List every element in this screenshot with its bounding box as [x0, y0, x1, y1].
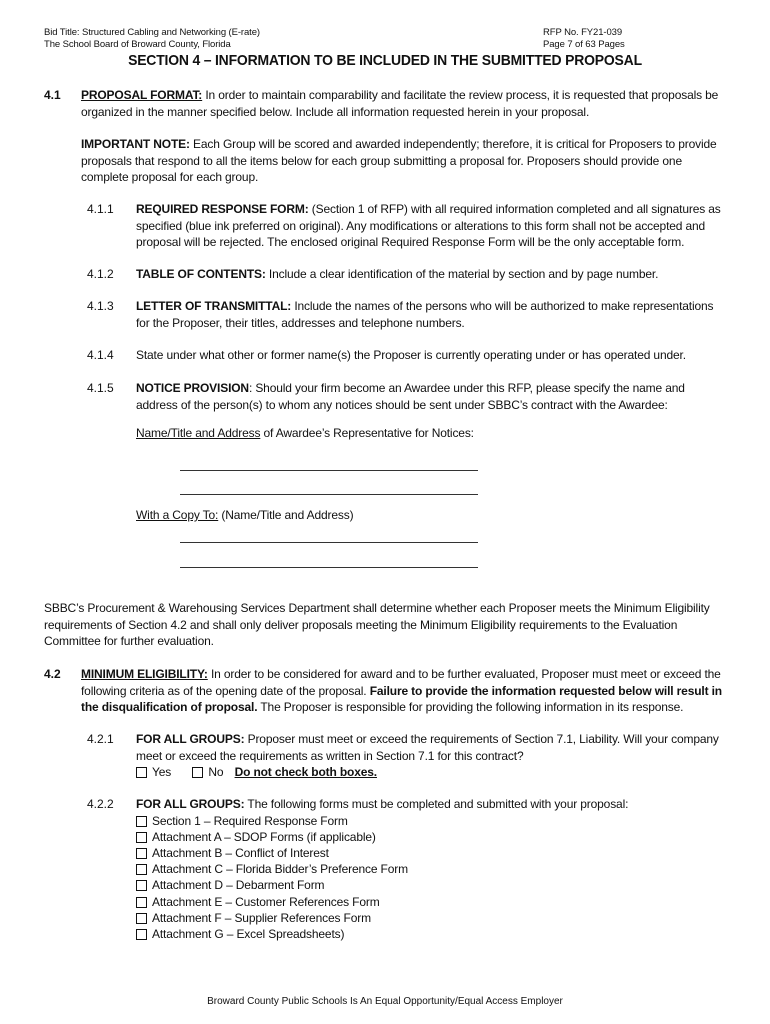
- form-list-item: [136, 813, 726, 829]
- copy-to-line-1[interactable]: [180, 542, 478, 543]
- form-checkbox[interactable]: [136, 880, 147, 891]
- form-checkbox[interactable]: [136, 848, 147, 859]
- form-checkbox[interactable]: [136, 913, 147, 924]
- item-4-1-1-text: (Section 1 of RFP) with all required information completed and all signatures as specified (blue ink preferred on original). Any modifications or alterations to this form shall not be accepted and proposal will be rejected. The enclosed original Required Response Form will be the only acceptable form.: [136, 202, 721, 249]
- section-4-2-number: 4.2: [44, 667, 61, 681]
- form-label: Attachment B – Conflict of Interest: [152, 845, 329, 860]
- header-left: [44, 27, 260, 51]
- form-label: Attachment G – Excel Spreadsheets): [152, 926, 345, 941]
- copy-to-label-line: [136, 507, 726, 524]
- section-title: SECTION 4 – INFORMATION TO BE INCLUDED IN THE SUBMITTED PROPOSAL: [128, 52, 642, 69]
- form-list-item: [136, 910, 726, 926]
- section-4-1-text: In order to maintain comparability and facilitate the review process, it is requested that proposals be organized in the manner specified below. Include all information requested herein in your proposal.: [81, 88, 719, 119]
- representative-line-2[interactable]: [180, 494, 478, 495]
- yes-label: Yes: [152, 765, 172, 779]
- bid-title: Bid Title: Structured Cabling and Networking (E-rate): [44, 27, 260, 38]
- item-4-2-2-number: 4.2.2: [87, 797, 114, 811]
- item-4-1-3-label: LETTER OF TRANSMITTAL:: [136, 299, 292, 313]
- form-list-item: [136, 877, 726, 893]
- form-checkbox[interactable]: [136, 897, 147, 908]
- item-4-2-2-label: FOR ALL GROUPS:: [136, 797, 245, 811]
- representative-label: Name/Title and Address: [136, 426, 261, 440]
- item-4-1-5-text: : Should your firm become an Awardee under this RFP, please specify the name and address of the person(s) to whom any notices should be sent under SBBC’s contract with the Awardee:: [136, 381, 685, 412]
- yes-checkbox[interactable]: [136, 767, 147, 778]
- item-4-2-2: [136, 796, 726, 942]
- item-4-1-3-number: 4.1.3: [87, 299, 114, 313]
- form-label: Section 1 – Required Response Form: [152, 813, 348, 828]
- form-label: Attachment C – Florida Bidder’s Preference Form: [152, 862, 408, 877]
- copy-to-label: With a Copy To:: [136, 508, 219, 522]
- no-checkbox[interactable]: [192, 767, 203, 778]
- form-list-item: [136, 829, 726, 845]
- form-list-item: [136, 861, 726, 877]
- form-label: Attachment A – SDOP Forms (if applicable): [152, 829, 376, 844]
- item-4-1-1: [136, 201, 726, 251]
- page-number: Page 7 of 63 Pages: [543, 39, 625, 50]
- form-label: Attachment D – Debarment Form: [152, 878, 325, 893]
- item-4-1-2-number: 4.1.2: [87, 267, 114, 281]
- item-4-2-1-text: Proposer must meet or exceed the requirements of Section 7.1, Liability. Will your company meet or exceed the requirements as written in Section 7.1 for this contract?: [136, 732, 719, 763]
- form-checkbox[interactable]: [136, 832, 147, 843]
- item-4-2-1: [136, 731, 726, 781]
- representative-label-line: [136, 425, 726, 442]
- section-4-1-body: [81, 87, 726, 120]
- representative-line-1[interactable]: [180, 470, 478, 471]
- important-note-text: Each Group will be scored and awarded independently; therefore, it is critical for Proposers to provide proposals that respond to all the items below for each group submitting a proposal for. Proposers should provide one complete proposal for each group.: [81, 137, 717, 184]
- header-right: [543, 27, 625, 51]
- form-list-item: [136, 894, 726, 910]
- item-4-1-5-label: NOTICE PROVISION: [136, 381, 249, 395]
- section-4-2-bold-text: Failure to provide the information requested below will result in the disqualification of proposal.: [81, 683, 722, 714]
- form-list-item: [136, 845, 726, 861]
- section-4-2-heading: MINIMUM ELIGIBILITY:: [81, 667, 208, 681]
- item-4-1-3: [136, 298, 726, 331]
- item-4-1-2-text: Include a clear identification of the material by section and by page number.: [268, 267, 659, 281]
- item-4-2-1-number: 4.2.1: [87, 732, 114, 746]
- checkbox-warning: Do not check both boxes.: [234, 765, 377, 779]
- item-4-1-4: [136, 347, 726, 364]
- important-note: [81, 136, 726, 186]
- item-4-1-3-text: Include the names of the persons who will be authorized to make representations for the Proposer, their titles, addresses and telephone numbers.: [136, 299, 714, 330]
- item-4-1-4-text: State under what other or former name(s) the Proposer is currently operating under or has operated under.: [136, 348, 686, 362]
- form-checkbox[interactable]: [136, 929, 147, 940]
- form-list-item: [136, 926, 726, 942]
- copy-to-label-rest: (Name/Title and Address): [218, 508, 354, 522]
- board-name: The School Board of Broward County, Florida: [44, 39, 231, 50]
- item-4-1-4-number: 4.1.4: [87, 348, 114, 362]
- section-4-1-heading: PROPOSAL FORMAT:: [81, 88, 203, 102]
- item-4-1-5-number: 4.1.5: [87, 381, 114, 395]
- item-4-1-1-label: REQUIRED RESPONSE FORM:: [136, 202, 309, 216]
- no-label: No: [208, 765, 224, 779]
- item-4-1-5: [136, 380, 726, 413]
- representative-label-rest: of Awardee’s Representative for Notices:: [260, 426, 474, 440]
- yes-no-row: [136, 764, 726, 781]
- section-4-2-body: [81, 666, 726, 716]
- item-4-1-1-number: 4.1.1: [87, 202, 114, 216]
- rfp-number: RFP No. FY21-039: [543, 27, 623, 38]
- form-checkbox[interactable]: [136, 864, 147, 875]
- item-4-2-2-text: The following forms must be completed and submitted with your proposal:: [247, 797, 629, 811]
- item-4-2-1-label: FOR ALL GROUPS:: [136, 732, 245, 746]
- section-4-2-tail: The Proposer is responsible for providing the following information in its response.: [260, 700, 684, 714]
- form-label: Attachment F – Supplier References Form: [152, 910, 371, 925]
- copy-to-line-2[interactable]: [180, 567, 478, 568]
- footer: Broward County Public Schools Is An Equal Opportunity/Equal Access Employer: [207, 996, 563, 1007]
- section-4-2-text: In order to be considered for award and to be further evaluated, Proposer must meet or exceed the following criteria as of the opening date of the proposal.: [81, 667, 721, 698]
- item-4-1-2-label: TABLE OF CONTENTS:: [136, 267, 266, 281]
- form-label: Attachment E – Customer References Form: [152, 894, 380, 909]
- section-4-1-number: 4.1: [44, 88, 61, 102]
- item-4-1-2: [136, 266, 726, 283]
- important-note-label: IMPORTANT NOTE:: [81, 137, 190, 151]
- form-checkbox[interactable]: [136, 816, 147, 827]
- eligibility-paragraph: SBBC’s Procurement & Warehousing Services Department shall determine whether each Proposer meets the Minimum Eligibility requirements of Section 4.2 and shall only deliver proposals meeting the Minimum Eligibility requirements to the Evaluation Committee for further evaluation.: [44, 601, 710, 648]
